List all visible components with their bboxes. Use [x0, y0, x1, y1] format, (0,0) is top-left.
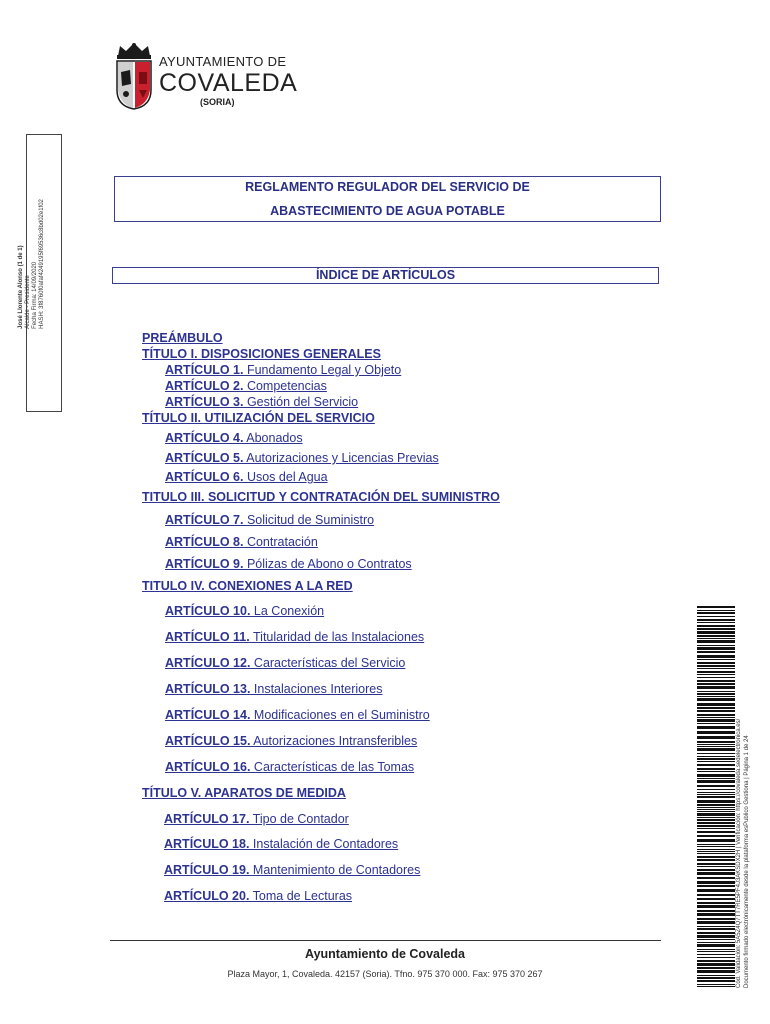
toc-article-number: ARTÍCULO 14.	[165, 708, 251, 722]
barcode-bar	[697, 625, 735, 627]
toc-article-title: Instalación de Contadores	[249, 837, 399, 851]
coat-of-arms-icon	[112, 42, 156, 110]
barcode-bar	[697, 859, 735, 861]
toc-article-title: Competencias	[243, 379, 327, 393]
barcode-bar	[697, 869, 735, 871]
barcode-bar	[697, 885, 735, 887]
signature-signer: José Llorente Alonso (1 de 1)	[18, 245, 24, 329]
toc-heading[interactable]: TITULO III. SOLICITUD Y CONTRATACIÓN DEL SUMINISTRO	[142, 490, 500, 504]
barcode-bar	[697, 977, 735, 979]
toc-article-link[interactable]	[165, 363, 401, 377]
toc-article-title: Tipo de Contador	[249, 812, 349, 826]
barcode-bar	[697, 731, 735, 734]
toc-article-number: ARTÍCULO 6.	[165, 470, 244, 484]
barcode-bar	[697, 877, 735, 879]
barcode-bar	[697, 610, 735, 611]
barcode-bar	[697, 710, 735, 712]
barcode-bar	[697, 764, 735, 766]
barcode-bar	[697, 741, 735, 743]
barcode-bar	[697, 635, 735, 637]
barcode-bar	[697, 817, 735, 818]
toc-article-number: ARTÍCULO 8.	[165, 535, 244, 549]
barcode-bar	[697, 944, 735, 947]
toc-article-link[interactable]	[165, 630, 424, 644]
barcode-bar	[697, 655, 735, 658]
barcode-bar	[697, 662, 735, 664]
barcode-bar	[697, 809, 735, 810]
barcode-bar	[697, 674, 735, 675]
barcode-bar	[697, 921, 735, 924]
barcode-bar	[697, 686, 735, 689]
barcode-bar	[697, 619, 735, 621]
signature-text	[18, 199, 46, 329]
barcode-bar	[697, 698, 735, 701]
barcode-bar	[697, 844, 735, 845]
toc-article-number: ARTÍCULO 16.	[165, 760, 251, 774]
footer-divider	[110, 940, 661, 941]
toc-article-link[interactable]	[165, 431, 303, 445]
barcode-bar	[697, 645, 735, 646]
barcode-bar	[697, 714, 735, 716]
barcode-bar	[697, 957, 735, 958]
barcode-bar	[697, 856, 735, 858]
barcode-bar	[697, 913, 735, 916]
barcode-bar	[697, 796, 735, 798]
municipality-logo	[112, 42, 302, 112]
toc-article-number: ARTÍCULO 1.	[165, 363, 244, 377]
barcode-bar	[697, 631, 735, 634]
toc-article-title: Características de las Tomas	[250, 760, 415, 774]
barcode-bar	[697, 951, 735, 952]
barcode-bar	[697, 612, 735, 614]
toc-article-number: ARTÍCULO 20.	[164, 889, 250, 903]
toc-article-number: ARTÍCULO 2.	[165, 379, 244, 393]
toc-article-link[interactable]	[165, 734, 417, 748]
barcode-bar	[697, 785, 735, 787]
title-line2: ABASTECIMIENTO DE AGUA POTABLE	[270, 204, 505, 218]
barcode-bar	[697, 758, 735, 760]
toc-article-title: Gestión del Servicio	[243, 395, 359, 409]
toc-article-number: ARTÍCULO 15.	[165, 734, 251, 748]
barcode-bar	[697, 638, 735, 639]
toc-article-title: Toma de Lecturas	[249, 889, 353, 903]
toc-article-number: ARTÍCULO 18.	[164, 837, 250, 851]
toc-article-title: Solicitud de Suministro	[243, 513, 375, 527]
toc-heading[interactable]: TITULO IV. CONEXIONES A LA RED	[142, 579, 353, 593]
barcode-bar	[697, 898, 735, 900]
toc-article-link[interactable]	[164, 837, 398, 851]
toc-article-title: Autorizaciones Intransferibles	[250, 734, 418, 748]
barcode-bar	[697, 640, 735, 643]
toc-article-link[interactable]	[165, 656, 405, 670]
toc-article-link[interactable]	[165, 395, 358, 409]
toc-article-link[interactable]	[165, 379, 327, 393]
barcode-bar	[697, 986, 735, 987]
footer-address: Plaza Mayor, 1, Covaleda. 42157 (Soria). Tfno. 975 370 000. Fax: 975 370 267	[227, 969, 543, 979]
header-line2: COVALEDA	[159, 69, 298, 97]
barcode-bar	[697, 628, 735, 630]
signature-role: Alcalde - Presidente	[25, 275, 31, 329]
barcode-icon	[697, 606, 735, 988]
toc-article-link[interactable]	[164, 889, 352, 903]
barcode-bar	[697, 746, 735, 747]
toc-article-title: Pólizas de Abono o Contratos	[243, 557, 412, 571]
barcode-bar	[697, 719, 735, 722]
toc-article-link[interactable]	[165, 760, 414, 774]
toc-article-link[interactable]	[165, 535, 318, 549]
toc-article-title: Mantenimiento de Contadores	[249, 863, 421, 877]
barcode-bar	[697, 905, 735, 908]
barcode-bar	[697, 831, 735, 833]
barcode-bar	[697, 756, 735, 757]
toc-heading[interactable]: TÍTULO I. DISPOSICIONES GENERALES	[142, 347, 381, 361]
barcode-bar	[697, 622, 735, 623]
barcode-bar	[697, 822, 735, 824]
barcode-bar	[697, 980, 735, 982]
footer-name: Ayuntamiento de Covaleda	[305, 947, 465, 961]
barcode-bar	[697, 659, 735, 660]
toc-heading[interactable]: PREÁMBULO	[142, 331, 223, 345]
title-line1: REGLAMENTO REGULADOR DEL SERVICIO DE	[245, 180, 530, 194]
barcode-bar	[697, 894, 735, 896]
signature-date: Fecha Firma: 14/09/2020	[32, 261, 38, 329]
barcode-bar	[697, 680, 735, 682]
toc-article-link[interactable]	[164, 863, 420, 877]
toc-article-title: Características del Servicio	[250, 656, 406, 670]
toc-article-number: ARTÍCULO 4.	[165, 431, 244, 445]
barcode-bar	[697, 696, 735, 697]
barcode-bar	[697, 863, 735, 865]
barcode-bar	[697, 693, 735, 695]
toc-article-link[interactable]	[165, 708, 430, 722]
barcode-bar	[697, 851, 735, 852]
barcode-bar	[697, 939, 735, 940]
barcode-bar	[697, 928, 735, 930]
toc-article-title: Modificaciones en el Suministro	[250, 708, 430, 722]
toc-article-title: Usos del Agua	[243, 470, 328, 484]
barcode-bar	[697, 774, 735, 777]
barcode-bar	[697, 975, 735, 976]
verification-line1: Cód. Validación: 5A5Z4Q7TT7RE5PF4J3AKSDX2H | Verificación: https://covaleda.sedelectronica.es/	[736, 718, 742, 988]
barcode-bar	[697, 707, 735, 709]
barcode-bar	[697, 616, 735, 617]
barcode-bar	[697, 723, 735, 724]
barcode-bar	[697, 853, 735, 854]
barcode-bar	[697, 800, 735, 803]
barcode-bar	[697, 794, 735, 795]
barcode-bar	[697, 918, 735, 920]
toc-article-number: ARTÍCULO 17.	[164, 812, 250, 826]
barcode-bar	[697, 960, 735, 962]
barcode-bar	[697, 683, 735, 685]
toc-article-title: Instalaciones Interiores	[250, 682, 383, 696]
toc-article-link[interactable]	[165, 682, 382, 696]
barcode-bar	[697, 717, 735, 718]
barcode-bar	[697, 866, 735, 867]
barcode-bar	[697, 849, 735, 850]
toc-article-number: ARTÍCULO 12.	[165, 656, 251, 670]
verification-line2: Documento firmado electrónicamente desde la plataforma esPublico Gestiona | Página 1 de 24	[743, 735, 750, 988]
barcode-bar	[697, 647, 735, 650]
barcode-bar	[697, 753, 735, 754]
barcode-bar	[697, 792, 735, 793]
barcode-bar	[697, 780, 735, 783]
toc-article-title: Fundamento Legal y Objeto	[243, 363, 402, 377]
barcode-bar	[697, 839, 735, 842]
header-line1: AYUNTAMIENTO DE	[159, 54, 287, 69]
barcode-bar	[697, 910, 735, 912]
barcode-bar	[697, 778, 735, 779]
barcode-bar	[697, 807, 735, 808]
toc-article-number: ARTÍCULO 9.	[165, 557, 244, 571]
toc-article-number: ARTÍCULO 11.	[165, 630, 250, 644]
barcode-bar	[697, 703, 735, 706]
barcode-bar	[697, 828, 735, 829]
barcode-bar	[697, 671, 735, 673]
toc-article-title: Contratación	[243, 535, 318, 549]
barcode-bar	[697, 691, 735, 692]
signature-hash: HASH: 3f8760f0afaf4249195f69536c8bd02e1f02	[39, 199, 45, 329]
barcode-bar	[697, 651, 735, 653]
barcode-bar	[697, 665, 735, 667]
barcode-bar	[697, 932, 735, 934]
barcode-bar	[697, 949, 735, 950]
barcode-bar	[697, 881, 735, 884]
toc-article-number: ARTÍCULO 3.	[165, 395, 244, 409]
barcode-bar	[697, 811, 735, 812]
document-title	[114, 176, 661, 222]
barcode-bar	[697, 963, 735, 966]
barcode-bar	[697, 984, 735, 985]
barcode-bar	[697, 835, 735, 837]
barcode-bar	[697, 813, 735, 816]
header-line3: (SORIA)	[200, 97, 235, 107]
barcode-bar	[697, 825, 735, 827]
index-title: ÍNDICE DE ARTÍCULOS	[112, 267, 659, 284]
barcode-bar	[697, 935, 735, 938]
barcode-bar	[697, 761, 735, 762]
barcode-bar	[697, 668, 735, 669]
barcode-bar	[697, 819, 735, 821]
barcode-bar	[697, 726, 735, 729]
toc-article-link[interactable]	[165, 513, 374, 527]
toc-heading[interactable]: TÍTULO V. APARATOS DE MEDIDA	[142, 786, 346, 800]
barcode-bar	[697, 736, 735, 739]
toc-article-title: La Conexión	[250, 604, 325, 618]
barcode-bar	[697, 771, 735, 772]
barcode-bar	[697, 768, 735, 770]
barcode-bar	[697, 942, 735, 943]
toc-article-link[interactable]	[165, 604, 324, 618]
toc-article-link[interactable]	[164, 812, 349, 826]
barcode-bar	[697, 967, 735, 969]
toc-heading[interactable]: TÍTULO II. UTILIZACIÓN DEL SERVICIO	[142, 411, 375, 425]
toc-article-number: ARTÍCULO 10.	[165, 604, 251, 618]
barcode-bar	[697, 846, 735, 847]
barcode-bar	[697, 789, 735, 790]
toc-article-number: ARTÍCULO 5.	[165, 451, 244, 465]
barcode-bar	[697, 954, 735, 955]
barcode-bar	[697, 677, 735, 678]
verification-text	[736, 719, 751, 988]
barcode-bar	[697, 606, 735, 608]
barcode-bar	[697, 902, 735, 904]
barcode-bar	[697, 926, 735, 927]
barcode-bar	[697, 748, 735, 751]
toc-article-link[interactable]	[165, 451, 439, 465]
toc-article-title: Abonados	[243, 431, 303, 445]
toc-article-number: ARTÍCULO 19.	[164, 863, 250, 877]
toc-article-number: ARTÍCULO 7.	[165, 513, 244, 527]
barcode-bar	[697, 744, 735, 745]
barcode-bar	[697, 889, 735, 892]
toc-article-link[interactable]	[165, 557, 412, 571]
toc-article-title: Titularidad de las Instalaciones	[249, 630, 425, 644]
toc-article-title: Autorizaciones y Licencias Previas	[243, 451, 439, 465]
toc-article-number: ARTÍCULO 13.	[165, 682, 251, 696]
toc-article-link[interactable]	[165, 470, 328, 484]
barcode-bar	[697, 970, 735, 973]
barcode-bar	[697, 804, 735, 806]
barcode-bar	[697, 872, 735, 875]
